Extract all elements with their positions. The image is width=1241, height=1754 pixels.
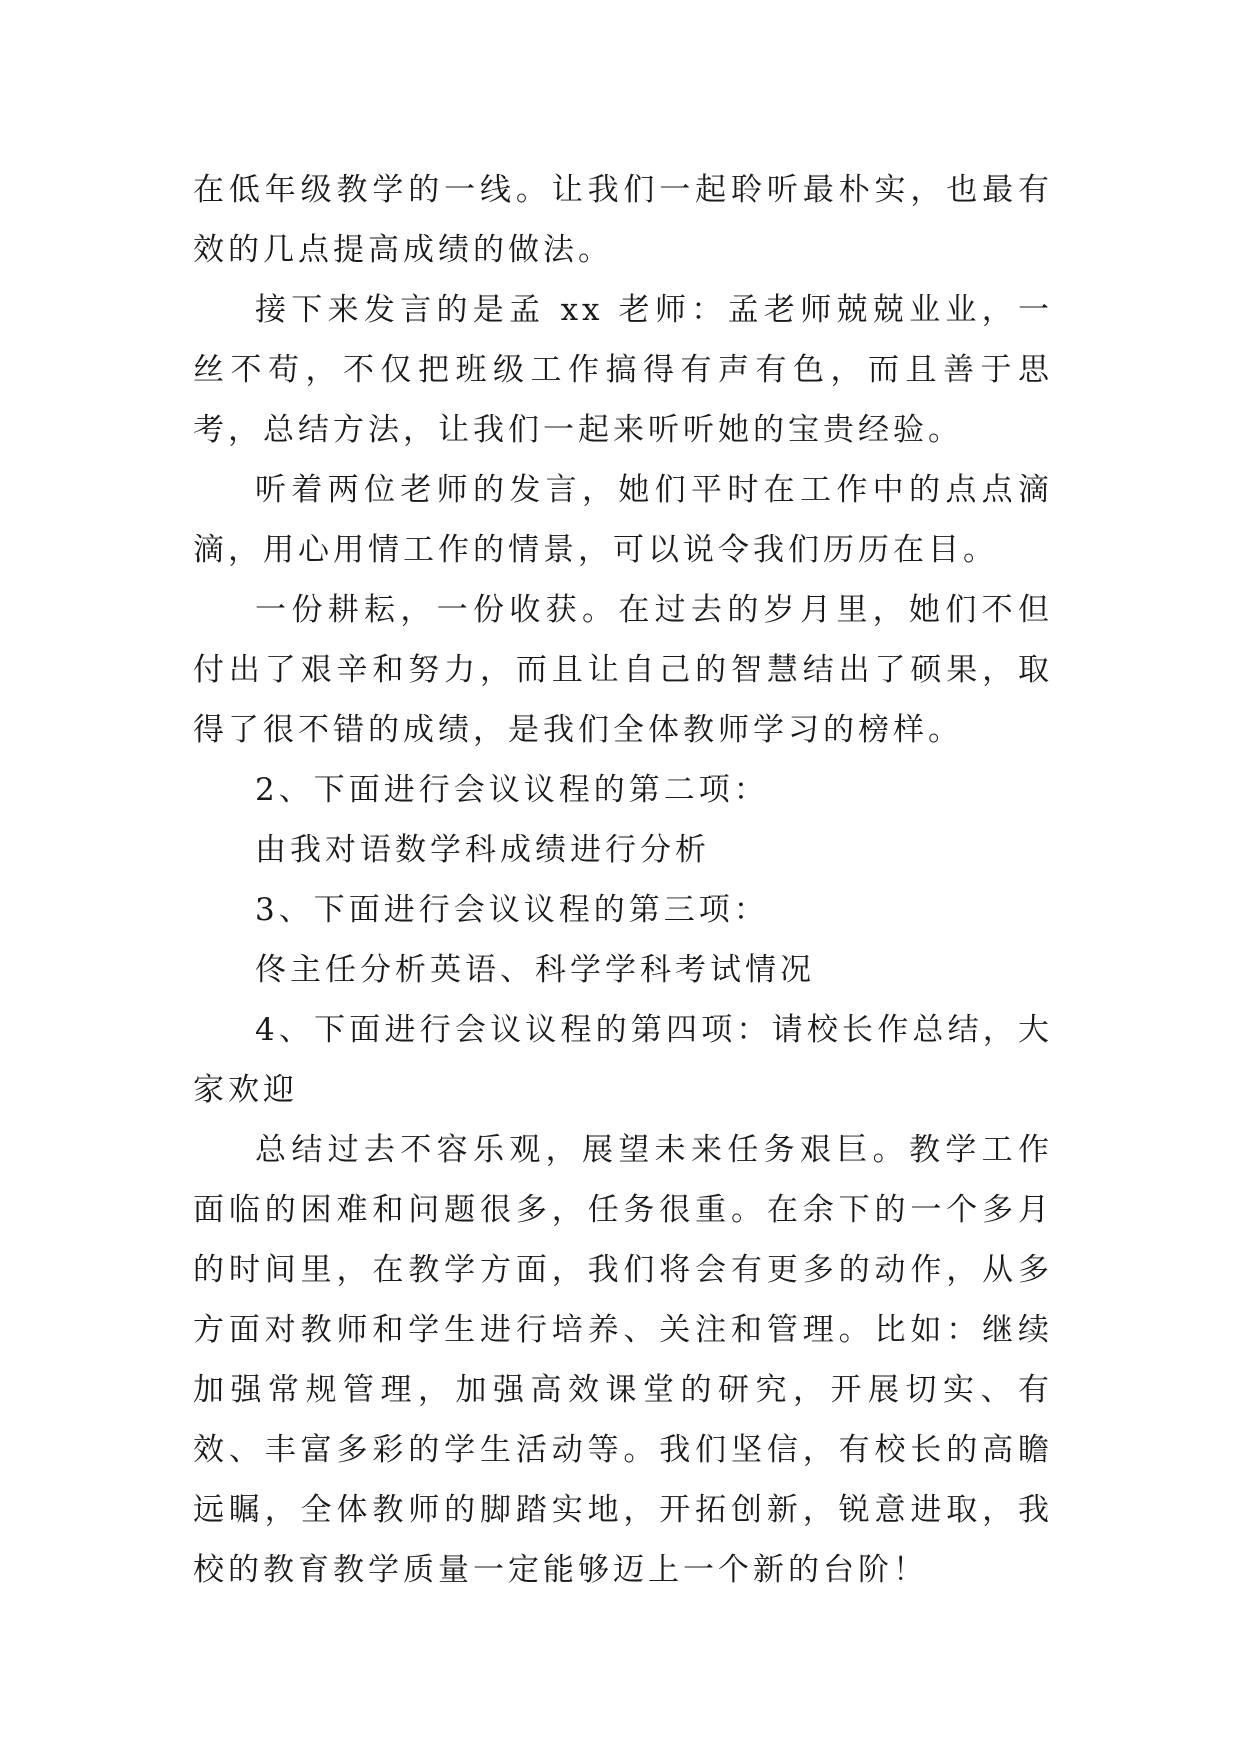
agenda-item-4: 4、下面进行会议议程的第四项：请校长作总结，大家欢迎 bbox=[193, 1012, 1053, 1108]
paragraph-4: 一份耕耘，一份收获。在过去的岁月里，她们不但付出了艰辛和努力，而且让自己的智慧结出了硕果，取得了很不错的成绩，是我们全体教师学习的榜样。 bbox=[193, 592, 1053, 748]
document-body bbox=[193, 160, 1053, 1600]
agenda-item-3-detail: 佟主任分析英语、科学学科考试情况 bbox=[255, 952, 815, 988]
closing-paragraph: 总结过去不容乐观，展望未来任务艰巨。教学工作面临的困难和问题很多，任务很重。在余下的一个多月的时间里，在教学方面，我们将会有更多的动作，从多方面对教师和学生进行培养、关注和管理。比如：继续加强常规管理，加强高效课堂的研究，开展切实、有效、丰富多彩的学生活动等。我们坚信，有校长的高瞻远瞩，全体教师的脚踏实地，开拓创新，锐意进取，我校的教育教学质量一定能够迈上一个新的台阶！ bbox=[193, 1132, 1053, 1588]
paragraph-2: 接下来发言的是孟 xx 老师：孟老师兢兢业业，一丝不苟，不仅把班级工作搞得有声有色，而且善于思考，总结方法，让我们一起来听听她的宝贵经验。 bbox=[193, 292, 1053, 448]
agenda-item-2: 2、下面进行会议议程的第二项： bbox=[255, 772, 769, 808]
agenda-item-2-detail: 由我对语数学科成绩进行分析 bbox=[255, 832, 710, 868]
paragraph-1: 在低年级教学的一线。让我们一起聆听最朴实，也最有效的几点提高成绩的做法。 bbox=[193, 172, 1053, 268]
agenda-item-3: 3、下面进行会议议程的第三项： bbox=[255, 892, 769, 928]
paragraph-3: 听着两位老师的发言，她们平时在工作中的点点滴滴，用心用情工作的情景，可以说令我们历历在目。 bbox=[193, 472, 1053, 568]
